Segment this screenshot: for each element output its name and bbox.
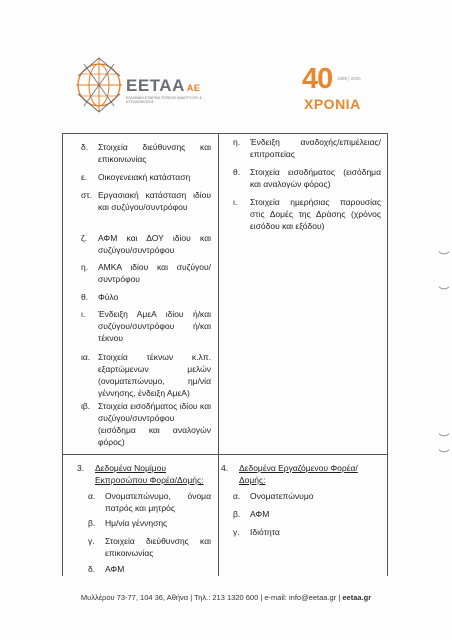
list-item: δ. Στοιχεία διεύθυνσης και επικοινωνίας (81, 142, 211, 164)
data-table (62, 133, 388, 576)
footer-site: eetaa.gr (342, 593, 372, 602)
footer-email: e-mail: info@eetaa.gr (264, 593, 337, 602)
column-divider (218, 134, 219, 576)
list-item: στ. Εργασιακή κατάσταση ιδίου και συζύγου/συντρόφου (81, 190, 211, 212)
margin-mark (438, 281, 449, 292)
list-item: θ. Φύλο (81, 292, 119, 302)
list-item: θ. Στοιχεία εισοδήματος (εισόδημα και αναλογών φόρος) (233, 167, 381, 189)
list-item: ι. Ένδειξη ΑμεΑ ιδίου ή/και συζύγου/συντρόφου ή/και τέκνου (81, 309, 211, 343)
list-item: β. ΑΦΜ (233, 509, 270, 519)
margin-mark (438, 246, 449, 257)
footer: Μυλλέρου 73-77, 104 36, Αθήνα | Τηλ.: 213 1320 600 | e-mail: info@eetaa.gr | eetaa.gr (80, 593, 372, 602)
eetaa-logo (74, 54, 224, 116)
globe-icon (74, 54, 124, 116)
footer-address: Μυλλέρου 73-77, 104 36, Αθήνα (80, 593, 189, 602)
anniversary-word: ΧΡΟΝΙΑ (304, 96, 361, 112)
margin-mark (438, 428, 449, 439)
footer-phone: Τηλ.: 213 1320 600 (194, 593, 259, 602)
list-item: γ. Ιδιότητα (233, 527, 280, 537)
margin-mark (438, 444, 449, 455)
section-4-heading: 4. Δεδομένα Εργαζόμενου Φορέα/Δομής: (221, 463, 358, 485)
list-item: ιβ. Στοιχεία εισοδήματος ιδίου και συζύγου/συντρόφου (εισόδημα και αναλογών φόρος) (81, 401, 211, 447)
list-item: γ. Στοιχεία διεύθυνσης και επικοινωνίας (88, 536, 211, 558)
list-item: β. Ημ/νία γέννησης (88, 518, 168, 528)
logo-subtitle: ΕΛΛΗΝΙΚΗ ΕΤΑΙΡΕΙΑ ΤΟΠΙΚΗΣ ΑΝΑΠΤΥΞΗΣ & ΑΥΤΟΔΙΟΙΚΗΣΗΣ (126, 96, 202, 104)
list-item: α. Ονοματεπώνυμο (233, 491, 314, 501)
anniversary-number: 40 (302, 63, 333, 95)
list-item: ζ. ΑΦΜ και ΔΟΥ ιδίου και συζύγου/συντρόφου (81, 233, 211, 255)
section-3-heading: 3. Δεδομένα Νομίμου Εκπροσώπου Φορέα/Δομής: (77, 463, 204, 485)
anniversary-years: 1985 | 2025 (337, 76, 361, 81)
list-item: ε. Οικογενειακή κατάσταση (81, 172, 191, 182)
list-item: ια. Στοιχεία τέκνων κ.λπ. εξαρτώμενων μελών (ονοματεπώνυμο, ημ/νία γέννησης, ένδειξη ΑμεΑ) (81, 352, 211, 398)
list-item: η. Ένδειξη αναδοχής/επιμέλειας/επιτροπείας (233, 137, 381, 159)
list-item: δ. ΑΦΜ (88, 564, 125, 574)
list-item: α. Ονοματεπώνυμο, όνομα πατρός και μητρός (88, 491, 211, 513)
list-item: η. ΑΜΚΑ ιδίου και συζύγου/συντρόφου (81, 262, 211, 284)
logo-wordmark: EETAA AE (126, 76, 201, 95)
list-item: ι. Στοιχεία ημερήσιας παρουσίας στις Δομές της Δράσης (χρόνος εισόδου και εξόδου) (233, 197, 381, 231)
anniversary-logo (302, 64, 382, 114)
row-divider (63, 454, 387, 455)
